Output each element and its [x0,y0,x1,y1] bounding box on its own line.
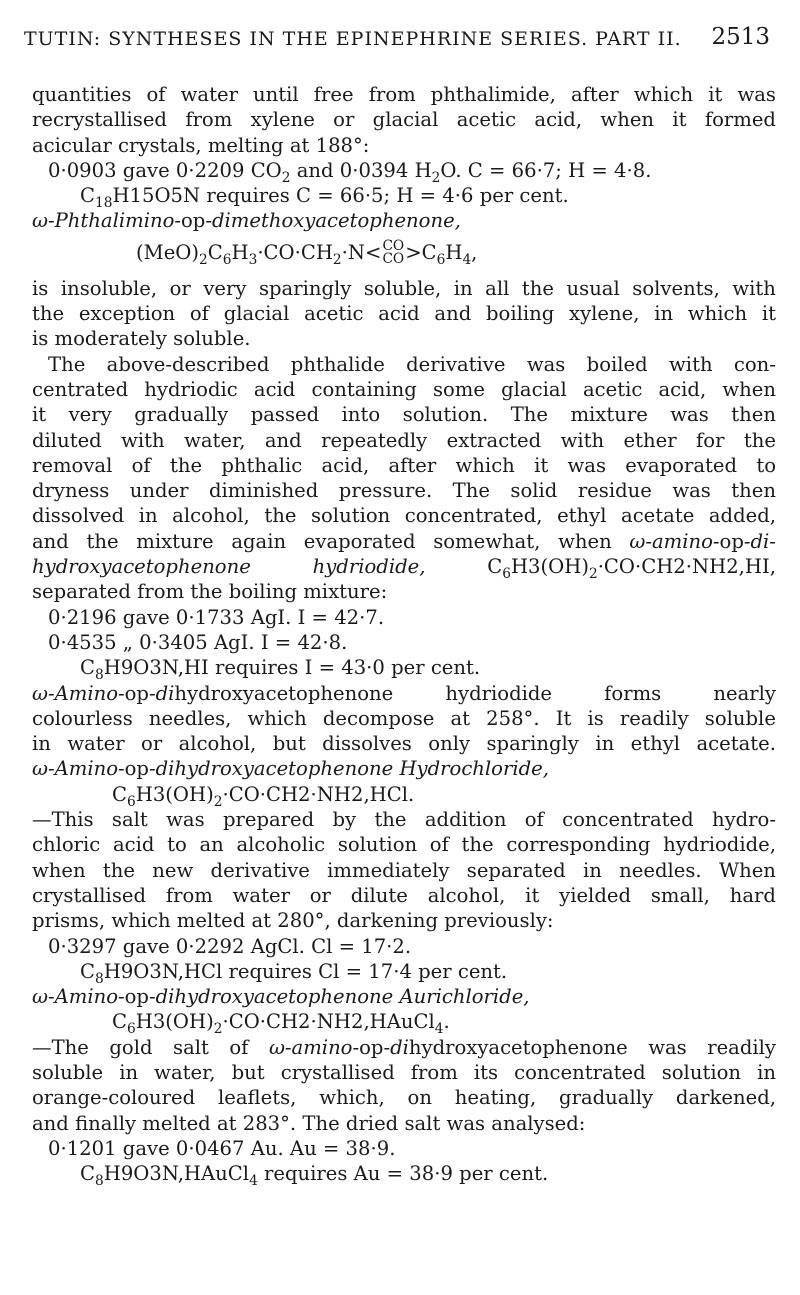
formula-requirement-line: $C_8H9O3N,HCl$ requires Cl = 17·4 per cent. [80,959,508,987]
text-line: when the new derivative immediately separated in needles. When [32,858,776,882]
text-line: recrystallised from xylene or glacial acetic acid, when it formed [32,108,776,132]
text-line: acicular crystals, melting at 188°: [32,133,370,157]
text-line: is moderately soluble. [32,327,251,351]
text-line: the exception of glacial acetic acid and boiling xylene, in which it [32,302,776,326]
text-line: —This salt was prepared by the addition of concentrated hydro- [32,808,776,832]
analysis-line: 0·4535 „ 0·3405 AgI. I = 42·8. [48,630,348,654]
compound-heading: ω-Phthalimino-op-dimethoxyacetophenone, [32,209,461,233]
paragraph-start-line: ω-Amino-op-dihydroxyacetophenone hydriodide forms nearly [32,681,776,705]
text-line: is insoluble, or very sparingly soluble, in all the usual solvents, with [32,276,776,300]
text-line: centrated hydriodic acid containing some glacial acetic acid, when [32,377,776,401]
analysis-line: 0·0903 gave 0·2209 $CO_2$ and 0·0394 $H_2O$. C = 66·7; H = 4·8. [48,158,652,186]
text-line: dryness under diminished pressure. The solid residue was then [32,479,776,503]
text-line: separated from the boiling mixture: [32,580,388,604]
formula-requirement-line: $C_8H9O3N,HAuCl_4$ requires Au = 38·9 per cent. [80,1162,549,1190]
analysis-line: 0·2196 gave 0·1733 AgI. I = 42·7. [48,605,385,629]
text-line: prisms, which melted at 280°, darkening previously: [32,909,554,933]
text-line: hydroxyacetophenone hydriodide, $C_6H3(OH)_2\cdot CO\cdot CH2\cdot NH2,HI$, [32,555,776,582]
formula-requirement-line: $C_{18}H15O5N$ requires C = 66·5; H = 4·6 per cent. [80,184,569,212]
compound-formula: $C_6H3(OH)_2\cdot CO\cdot CH2\cdot NH2,HCl$. [112,782,415,810]
text-line: orange-coloured leaflets, which, on heating, gradually darkened, [32,1086,776,1110]
compound-formula: $C_6H3(OH)_2\cdot CO\cdot CH2\cdot NH2,HAuCl_4$. [112,1010,450,1038]
text-line: it very gradually passed into solution. The mixture was then [32,403,776,427]
text-line: dissolved in alcohol, the solution concentrated, ethyl acetate added, [32,504,776,528]
structural-formula: $(MeO)_2C_6H_3\cdot CO\cdot CH_2\cdot N<$ CO CO $>C_6H_4$, [136,238,478,268]
analysis-line: 0·3297 gave 0·2292 AgCl. Cl = 17·2. [48,934,412,958]
running-header [24,24,770,54]
text-line: in water or alcohol, but dissolves only sparingly in ethyl acetate. [32,732,776,756]
text-line: —The gold salt of ω-amino-op-dihydroxyacetophenone was readily [32,1035,776,1059]
text-line: soluble in water, but crystallised from its concentrated solution in [32,1060,776,1084]
text-line: quantities of water until free from phthalimide, after which it was [32,83,776,106]
paragraph-start-line: The above-described phthalide derivative was boiled with con- [48,352,776,376]
compound-heading: ω-Amino-op-dihydroxyacetophenone Hydrochloride, [32,757,549,781]
text-line: and the mixture again evaporated somewhat, when ω-amino-op-di- [32,529,776,553]
compound-heading: ω-Amino-op-dihydroxyacetophenone Aurichloride, [32,985,530,1009]
running-title: TUTIN: SYNTHESES IN THE EPINEPHRINE SERIES. PART II. [24,28,682,50]
article-body [32,82,776,1190]
formula-requirement-line: $C_8H9O3N,HI$ requires I = 43·0 per cent. [80,656,481,684]
text-line: chloric acid to an alcoholic solution of the corresponding hydriodide, [32,833,776,857]
page-number: 2513 [711,24,770,50]
text-line: diluted with water, and repeatedly extracted with ether for the [32,428,776,452]
text-line: and finally melted at 283°. The dried salt was analysed: [32,1111,586,1135]
analysis-line: 0·1201 gave 0·0467 Au. Au = 38·9. [48,1136,396,1160]
text-line: colourless needles, which decompose at 258°. It is readily soluble [32,706,776,730]
text-line: crystallised from water or dilute alcohol, it yielded small, hard [32,883,776,907]
text-line: removal of the phthalic acid, after which it was evaporated to [32,453,776,477]
